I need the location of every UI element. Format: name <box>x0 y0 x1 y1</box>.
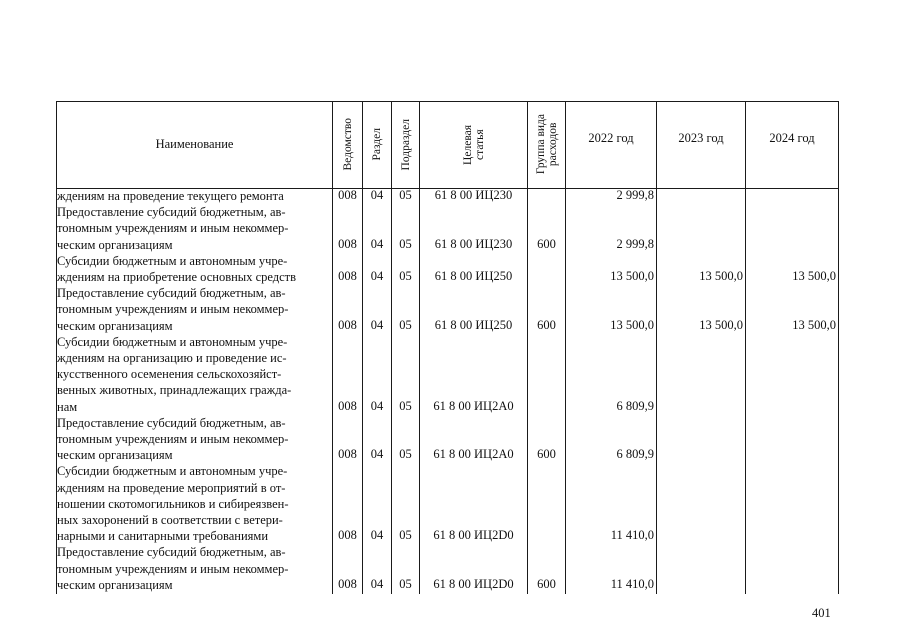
cell-podrazdel: 05 <box>399 188 412 203</box>
cell-name-line: нарными и санитарными требованиями <box>57 529 269 544</box>
cell-expense-group: 600 <box>537 236 556 251</box>
header-group-line-1: Группа вида <box>534 114 547 175</box>
cell-name-line: тономным учреждениям и иным некоммер- <box>57 561 289 576</box>
cell-razdel: 04 <box>370 447 384 462</box>
cell-2022: 11 410,0 <box>610 576 654 591</box>
header-razdel: Раздел <box>371 128 383 161</box>
cell-razdel: 04 <box>370 317 384 332</box>
cell-vedomstvo: 008 <box>338 317 357 332</box>
cell-name-line: Предоставление субсидий бюджетным, ав- <box>57 545 286 560</box>
cell-expense-group: 600 <box>537 317 556 332</box>
header-target-cell <box>420 101 527 188</box>
cell-target-article: 61 8 00 ИЦ2А0 <box>433 398 514 413</box>
cell-name-line: тономным учреждениям и иным некоммер- <box>57 431 289 446</box>
header-podrazdel: Подраздел <box>399 118 412 171</box>
cell-2022: 2 999,8 <box>616 188 654 203</box>
cell-name-line: венных животных, принадлежащих гражда- <box>57 383 292 398</box>
cell-2022: 6 809,9 <box>616 447 654 462</box>
cell-name-line: ческим организациям <box>57 448 173 463</box>
header-target-line-2: статья <box>473 129 486 160</box>
table-row <box>56 188 839 204</box>
cell-name-line: Субсидии бюджетным и автономным учре- <box>57 334 288 349</box>
cell-vedomstvo: 008 <box>338 576 357 591</box>
cell-2022: 11 410,0 <box>610 528 654 543</box>
cell-name-line: тономным учреждениям и иным некоммер- <box>57 302 289 317</box>
cell-podrazdel: 05 <box>399 317 412 332</box>
cell-vedomstvo: 008 <box>338 236 357 251</box>
cell-vedomstvo: 008 <box>338 528 357 543</box>
table-row <box>56 285 839 334</box>
cell-name-line: ных захоронений в соответствии с ветери- <box>57 512 283 527</box>
cell-vedomstvo: 008 <box>338 269 357 284</box>
header-expense-group <box>535 114 559 174</box>
cell-name <box>57 253 331 285</box>
header-2022: 2022 год <box>588 131 634 145</box>
cell-name-line: Предоставление субсидий бюджетным, ав- <box>57 415 286 430</box>
cell-target-article: 61 8 00 ИЦ2D0 <box>433 528 514 543</box>
cell-name <box>57 544 331 593</box>
cell-name <box>57 188 331 204</box>
table-row <box>56 334 839 415</box>
cell-razdel: 04 <box>370 528 384 543</box>
cell-name-line: ждениям на организацию и проведение ис- <box>57 350 287 365</box>
cell-2022: 13 500,0 <box>610 269 654 284</box>
cell-vedomstvo: 008 <box>338 188 357 203</box>
cell-2023: 13 500,0 <box>699 269 743 284</box>
header-2023: 2023 год <box>678 131 724 145</box>
header-podrazdel-cell <box>392 101 419 188</box>
cell-name-line: ждениям на приобретение основных средств <box>57 269 297 284</box>
cell-name-line: Субсидии бюджетным и автономным учре- <box>57 253 288 268</box>
cell-target-article: 61 8 00 ИЦ250 <box>434 317 513 332</box>
header-group-cell <box>528 101 565 188</box>
cell-razdel: 04 <box>370 576 384 591</box>
cell-name-line: ческим организациям <box>57 237 173 252</box>
table-row <box>56 204 839 253</box>
cell-2022: 6 809,9 <box>616 398 654 413</box>
header-group-line-2: расходов <box>546 122 559 167</box>
cell-razdel: 04 <box>370 236 384 251</box>
header-target-line-1: Целевая <box>461 124 474 165</box>
cell-2023: 13 500,0 <box>699 317 743 332</box>
cell-name <box>57 285 331 334</box>
cell-name-line: кусственного осеменения сельскохозяйст- <box>57 367 282 382</box>
cell-2022: 13 500,0 <box>610 317 654 332</box>
cell-name <box>57 415 331 464</box>
cell-target-article: 61 8 00 ИЦ2А0 <box>433 447 514 462</box>
header-vedomstvo-cell <box>333 101 362 188</box>
table-row <box>56 253 839 285</box>
cell-vedomstvo: 008 <box>338 398 357 413</box>
cell-razdel: 04 <box>370 269 384 284</box>
cell-name-line: тономным учреждениям и иным некоммер- <box>57 221 289 236</box>
cell-podrazdel: 05 <box>399 269 412 284</box>
cell-name-line: ношении скотомогильников и сибиреязвен- <box>57 496 289 511</box>
cell-target-article: 61 8 00 ИЦ230 <box>434 188 513 203</box>
cell-2024: 13 500,0 <box>792 269 836 284</box>
cell-name-line: Предоставление субсидий бюджетным, ав- <box>57 205 286 220</box>
cell-target-article: 61 8 00 ИЦ2D0 <box>433 576 514 591</box>
page-number: 401 <box>812 606 831 620</box>
cell-name <box>57 204 331 253</box>
cell-2024: 13 500,0 <box>792 317 836 332</box>
cell-podrazdel: 05 <box>399 576 412 591</box>
header-vedomstvo: Ведомство <box>341 118 354 171</box>
cell-podrazdel: 05 <box>399 447 412 462</box>
cell-name-line: ческим организациям <box>57 318 173 333</box>
header-2023-cell <box>657 95 745 182</box>
header-2024: 2024 год <box>769 131 815 145</box>
header-name: Наименование <box>155 137 234 151</box>
cell-name-line: Субсидии бюджетным и автономным учре- <box>57 464 288 479</box>
header-target-article <box>462 125 486 165</box>
cell-name-line: ждениям на проведение текущего ремонта <box>57 189 284 203</box>
cell-target-article: 61 8 00 ИЦ230 <box>434 236 513 251</box>
cell-expense-group: 600 <box>537 447 556 462</box>
cell-name-line: нам <box>57 399 78 414</box>
table-row <box>56 415 839 464</box>
header-2024-cell <box>746 95 838 182</box>
cell-razdel: 04 <box>370 188 384 203</box>
cell-name <box>57 463 331 544</box>
table-row <box>56 463 839 544</box>
cell-name-line: ческим организациям <box>57 577 173 592</box>
cell-name <box>57 334 331 415</box>
cell-expense-group: 600 <box>537 576 556 591</box>
cell-podrazdel: 05 <box>399 398 412 413</box>
cell-razdel: 04 <box>370 398 384 413</box>
budget-table <box>56 101 839 594</box>
cell-name-line: Предоставление субсидий бюджетным, ав- <box>57 286 286 301</box>
header-razdel-cell <box>363 101 391 188</box>
header-2022-cell <box>566 95 656 182</box>
cell-2022: 2 999,8 <box>616 236 654 251</box>
cell-podrazdel: 05 <box>399 236 412 251</box>
cell-podrazdel: 05 <box>399 528 412 543</box>
cell-vedomstvo: 008 <box>338 447 357 462</box>
table-row <box>56 544 839 593</box>
cell-name-line: ждениям на проведение мероприятий в от- <box>57 480 286 495</box>
cell-target-article: 61 8 00 ИЦ250 <box>434 269 513 284</box>
header-name-cell <box>57 101 332 188</box>
